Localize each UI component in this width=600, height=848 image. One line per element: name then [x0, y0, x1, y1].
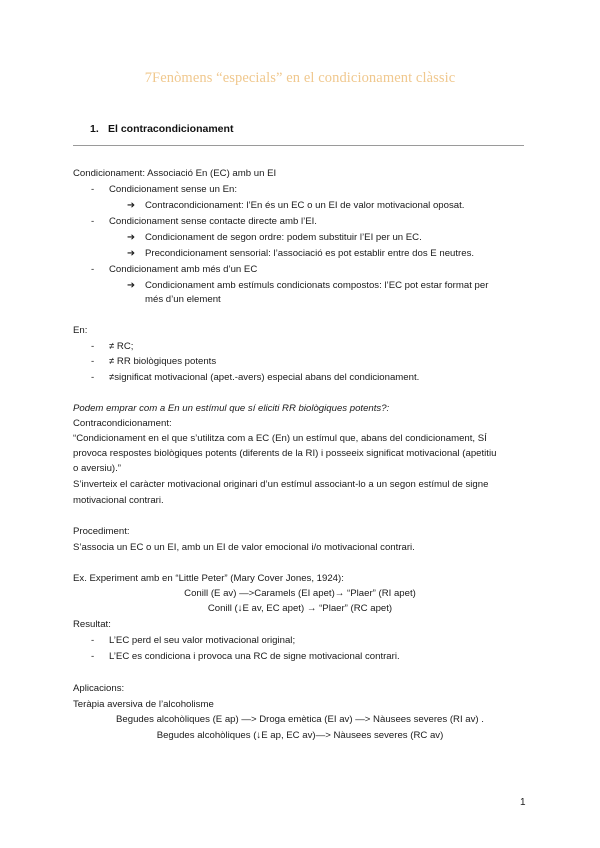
en-item: ≠ RC; [109, 341, 134, 352]
cond-item-3: Condicionament amb més d’un EC [109, 264, 258, 275]
dash-bullet: - [91, 184, 95, 195]
dash-bullet: - [91, 651, 95, 662]
section-number: 1. [90, 123, 99, 135]
en-item: ≠ RR biològiques potents [109, 356, 217, 367]
section-title: El contracondicionament [108, 123, 234, 135]
dash-bullet: - [91, 264, 95, 275]
arrow-right-icon: ➔ [127, 200, 136, 211]
applications-line1: Begudes alcohòliques (E ap) —> Droga emètica (EI av) —> Nàusees severes (RI av) . [116, 714, 484, 725]
result-label: Resultat: [73, 619, 111, 630]
applications-line2: Begudes alcohòliques (↓E ap, EC av)—> Nàusees severes (RC av) [156, 730, 444, 741]
en-item: ≠significat motivacional (apet.-avers) especial abans del condicionament. [109, 372, 420, 383]
applications-subtitle: Teràpia aversiva de l’alcoholisme [73, 699, 214, 710]
cond-item-1: Condicionament sense un En: [109, 184, 237, 195]
section-divider [73, 145, 524, 146]
cond-subitem-2b: Precondicionament sensorial: l’associació es pot establir entre dos E neutres. [145, 248, 475, 259]
cond-subitem-3a-line1: Condicionament amb estímuls condicionats compostos: l’EC pot estar format per [145, 280, 489, 291]
result-item: L’EC perd el seu valor motivacional original; [109, 635, 296, 646]
contra-inversion-line1: S’inverteix el caràcter motivacional originari d’un estímul associant-lo a un segon estímul de signe [73, 479, 489, 490]
example-intro: Ex. Experiment amb en “Little Peter” (Mary Cover Jones, 1924): [73, 573, 344, 584]
example-line2: Conill (↓E av, EC apet) → “Plaer” (RC apet) [207, 603, 393, 614]
contra-question: Podem emprar com a En un estímul que sí eliciti RR biològiques potents?: [73, 403, 390, 414]
arrow-right-icon: ➔ [127, 280, 136, 291]
contra-label: Contracondicionament: [73, 418, 172, 429]
page-title: 7Fenòmens “especials” en el condicionament clàssic [144, 70, 456, 86]
result-item: L’EC es condiciona i provoca una RC de signe motivacional contrari. [109, 651, 400, 662]
arrow-right-icon: ➔ [127, 232, 136, 243]
section-heading [90, 123, 233, 135]
procedure-label: Procediment: [73, 526, 130, 537]
cond-intro: Condicionament: Associació En (EC) amb un EI [73, 168, 277, 179]
cond-subitem-2a: Condicionament de segon ordre: podem substituir l’EI per un EC. [145, 232, 422, 243]
applications-label: Aplicacions: [73, 683, 125, 694]
contra-quote-line1: “Condicionament en el que s’utilitza com a EC (En) un estímul que, abans del condicionament, SÍ [73, 433, 487, 444]
dash-bullet: - [91, 356, 95, 367]
contra-inversion-line2: motivacional contrari. [73, 495, 164, 506]
cond-subitem-1a: Contracondicionament: l’En és un EC o un EI de valor motivacional oposat. [145, 200, 465, 211]
cond-subitem-3a-line2: més d’un element [145, 294, 221, 305]
dash-bullet: - [91, 372, 95, 383]
cond-item-2: Condicionament sense contacte directe amb l’EI. [109, 216, 317, 227]
example-line1: Conill (E av) —>Caramels (EI apet)→ “Plaer” (RI apet) [184, 588, 416, 599]
contra-quote-line2: provoca respostes biològiques potents (diferents de la RI) i posseeix significat motivacional (apetitiu [73, 448, 497, 459]
en-label: En: [73, 325, 88, 336]
procedure-text: S’associa un EC o un EI, amb un EI de valor emocional i/o motivacional contrari. [73, 542, 415, 553]
contra-quote-line3: o aversiu).” [73, 463, 121, 474]
page-number: 1 [520, 797, 526, 808]
dash-bullet: - [91, 341, 95, 352]
dash-bullet: - [91, 216, 95, 227]
arrow-right-icon: ➔ [127, 248, 136, 259]
dash-bullet: - [91, 635, 95, 646]
